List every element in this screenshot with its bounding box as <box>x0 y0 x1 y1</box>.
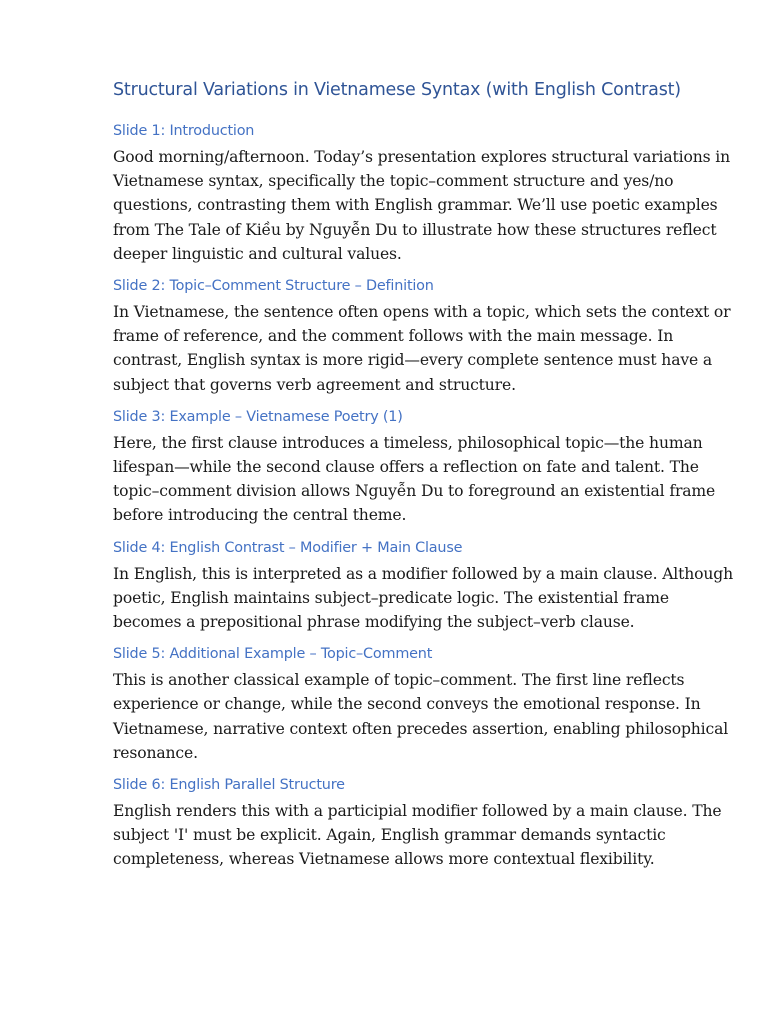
document-title: Structural Variations in Vietnamese Syntax (with English Contrast) <box>113 80 681 100</box>
section-body: Here, the first clause introduces a timeless, philosophical topic—the human lifespan—while the second clause offers a reflection on fate and talent. The topic–comment division allows Nguyễn Du to foreground an existential frame before introducing the central theme. <box>113 433 716 525</box>
section-body: This is another classical example of topic–comment. The first line reflects experience or change, while the second conveys the emotional response. In Vietnamese, narrative context often precedes assertion, enabling philosophical resonance. <box>113 671 729 762</box>
section-heading: Slide 6: English Parallel Structure <box>113 777 345 794</box>
section-slide-6 <box>113 775 733 872</box>
section-slide-2 <box>113 276 733 397</box>
section-heading: Slide 2: Topic–Comment Structure – Definition <box>113 278 434 295</box>
section-body: In Vietnamese, the sentence often opens with a topic, which sets the context or frame of reference, and the comment follows with the main message. In contrast, English syntax is more rigid—every complete sentence must have a subject that governs verb agreement and structure. <box>113 303 731 394</box>
section-heading: Slide 4: English Contrast – Modifier + Main Clause <box>113 539 463 556</box>
section-heading: Slide 5: Additional Example – Topic–Comment <box>113 646 433 663</box>
section-body: In English, this is interpreted as a modifier followed by a main clause. Although poetic, English maintains subject–predicate logic. The existential frame becomes a prepositional phrase modifying the subject–verb clause. <box>113 564 734 632</box>
section-slide-3 <box>113 407 733 528</box>
section-slide-1 <box>113 121 733 266</box>
section-body: Good morning/afternoon. Today’s presentation explores structural variations in Vietnamese syntax, specifically the topic–comment structure and yes/no questions, contrasting them with English grammar. We’ll use poetic examples from The Tale of Kiều by Nguyễn Du to illustrate how these structures reflect deeper linguistic and cultural values. <box>113 148 730 263</box>
section-heading: Slide 1: Introduction <box>113 123 255 139</box>
section-heading: Slide 3: Example – Vietnamese Poetry (1) <box>113 408 403 425</box>
document-page <box>113 76 733 882</box>
section-slide-4 <box>113 538 733 635</box>
section-slide-5 <box>113 644 733 765</box>
section-body: English renders this with a participial modifier followed by a main clause. The subject 'I' must be explicit. Again, English grammar demands syntactic completeness, whereas Vietnamese allows more contextual flexibility. <box>113 802 722 869</box>
